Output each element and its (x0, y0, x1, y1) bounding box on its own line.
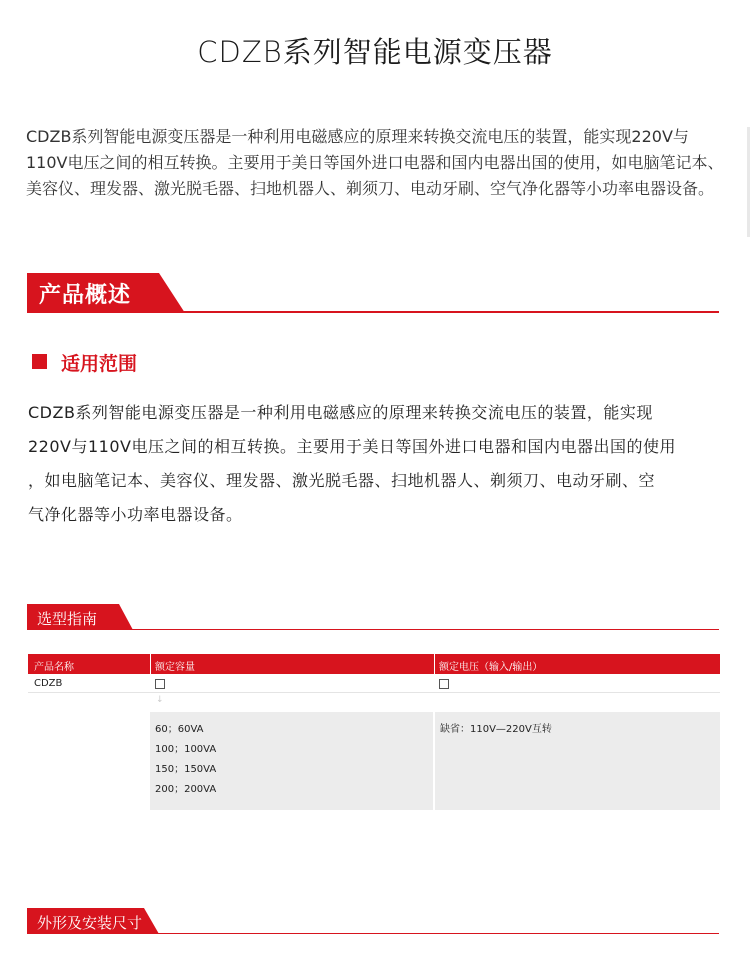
application-heading-label: 适用范围 (61, 353, 138, 375)
application-line: ，如电脑笔记本、美容仪、理发器、激光脱毛器、扫地机器人、剃须刀、电动牙刷、空 (28, 471, 656, 490)
header-voltage: 额定电压（输入/输出） (439, 662, 543, 673)
application-line: CDZB系列智能电源变压器是一种利用电磁感应的原理来转换交流电压的装置，能实现 (28, 403, 653, 422)
dimensions-label: 外形及安装尺寸 (37, 914, 143, 932)
banner-rule (27, 311, 719, 313)
product-code: CDZB (34, 678, 63, 689)
down-arrow-icon: ↓ (156, 695, 164, 705)
header-product-name: 产品名称 (34, 662, 74, 673)
capacity-option: 200；200VA (155, 784, 217, 795)
dimensions-banner (27, 908, 719, 934)
selection-guide-label: 选型指南 (37, 610, 98, 628)
overview-banner (27, 273, 719, 313)
header-capacity: 额定容量 (155, 662, 195, 673)
banner-rule (27, 933, 719, 934)
voltage-option: 缺省：110V—220V互转 (440, 724, 552, 735)
table-header-row (28, 654, 720, 674)
overview-banner-label: 产品概述 (39, 283, 132, 308)
capacity-checkbox[interactable] (155, 679, 165, 689)
table-row (28, 674, 720, 693)
column-divider (150, 654, 151, 674)
column-divider (434, 654, 435, 674)
capacity-option: 150；150VA (155, 764, 217, 775)
voltage-checkbox[interactable] (439, 679, 449, 689)
page-title: CDZB系列智能电源变压器 (197, 35, 553, 69)
banner-rule (27, 629, 719, 630)
capacity-option: 60；60VA (155, 724, 204, 735)
application-line: 220V与110V电压之间的相互转换。主要用于美日等国外进口电器和国内电器出国的使用 (28, 437, 676, 456)
capacity-option: 100；100VA (155, 744, 217, 755)
square-bullet-icon (32, 354, 47, 369)
selection-guide-banner (27, 604, 719, 630)
application-paragraph (28, 396, 718, 532)
application-line: 气净化器等小功率电器设备。 (28, 505, 243, 524)
intro-paragraph: CDZB系列智能电源变压器是一种利用电磁感应的原理来转换交流电压的装置，能实现220V与110V电压之间的相互转换。主要用于美日等国外进口电器和国内电器出国的使用，如电脑笔记本、美容仪、理发器、激光脱毛器、扫地机器人、剃须刀、电动牙刷、空气净化器等小功率电器设备。 (26, 127, 724, 198)
